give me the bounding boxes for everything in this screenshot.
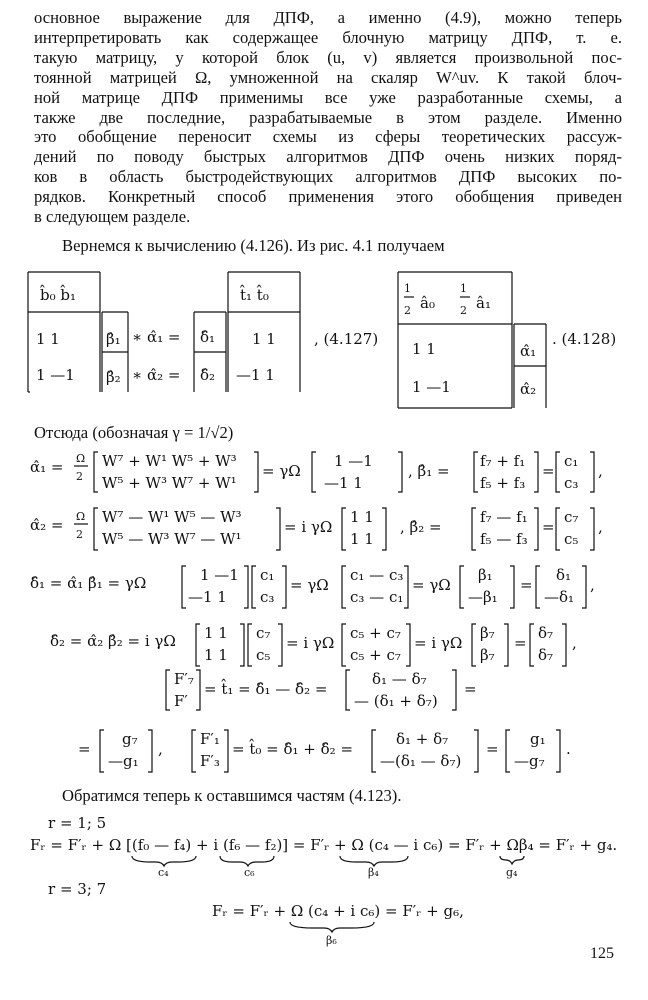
delta2-d2: c₅ + c₇: [350, 646, 401, 664]
minus-g1: —g₁: [108, 752, 139, 770]
alpha-1-product: ∗ α̂₁ =: [132, 328, 181, 346]
c1: c₁: [564, 452, 579, 470]
beta1-r2: f₅ + f₃: [480, 474, 526, 492]
delta1-eq: δ̂₁ = α̂₁ β̂₁ = γΩ: [30, 574, 147, 592]
comma: ,: [598, 462, 603, 480]
delta1-gamma2: = γΩ: [412, 576, 451, 594]
b-row-1: 1 1: [36, 330, 60, 348]
delta1-gamma: = γΩ: [290, 576, 329, 594]
text-line: такую матрицу, у которой блок (u, v) является произвольной пос-: [34, 47, 622, 67]
eq-sign: =: [542, 462, 555, 480]
page-number: 125: [590, 945, 614, 962]
a1-hat: â₁: [476, 294, 491, 312]
delta-1: δ̂₁: [200, 328, 216, 346]
eq-sign-4: =: [514, 634, 527, 652]
remaining-parts-equations: [0, 812, 648, 952]
t-row-2: —1 1: [236, 366, 275, 384]
beta2-lhs: , β̂₂ =: [400, 518, 442, 536]
delta1-d1: c₁ — c₃: [350, 566, 404, 584]
alpha1-row2: W⁵ + W³ W⁷ + W¹: [102, 474, 237, 492]
text-line: рядков. Конкретный способ применения этого обобщения приведен: [34, 187, 622, 207]
eq-alpha1-lhs: α̂₁ =: [30, 458, 64, 476]
equation-number-127: , (4.127): [314, 330, 379, 348]
beta1-lhs: , β̂₁ =: [408, 462, 450, 480]
alpha1-hat: α̂₁: [520, 342, 537, 360]
comma-2: ,: [598, 518, 603, 536]
a-row-1: 1 1: [412, 340, 436, 358]
alpha1-gamma: = γΩ: [262, 462, 301, 480]
beta1-r1: f₇ + f₁: [480, 452, 526, 470]
minus-g7: —g₇: [514, 752, 545, 770]
omega-over-2-den-2: 2: [76, 528, 83, 541]
F3-prime: F′₃: [200, 752, 220, 770]
c5: c₅: [564, 530, 579, 548]
omega-over-2-num-2: Ω: [76, 510, 86, 523]
period: .: [566, 740, 571, 758]
delta1-m1: 1 —1: [200, 566, 239, 584]
delta2-c1: c₇: [256, 624, 271, 642]
paragraph-return: Вернемся к вычислению (4.126). Из рис. 4.1 получаем: [62, 236, 445, 255]
alpha1-m-r2: —1 1: [324, 474, 363, 492]
alpha2-hat: α̂₂: [520, 380, 537, 398]
alpha2-row2: W⁵ — W³ W⁷ — W¹: [102, 530, 242, 548]
alpha-2-product: ∗ α̂₂ =: [132, 366, 181, 384]
beta-1: β̂₁: [106, 330, 121, 348]
alpha2-m-r1: 1 1: [350, 508, 374, 526]
text-line: тоянной матрицей Ω, умноженной на скаляр W^uv. К такой блоч-: [34, 67, 622, 87]
delta2-d1: c₅ + c₇: [350, 624, 401, 642]
delta1-d2: c₃ — c₁: [350, 588, 404, 606]
c7: c₇: [564, 508, 579, 526]
b-header: b̂₀ b̂₁: [40, 286, 76, 304]
a-row-2: 1 —1: [412, 378, 451, 396]
delta1-c1: c₁: [260, 566, 275, 584]
omega-over-2-den: 2: [76, 470, 83, 483]
comma-4: ,: [572, 634, 577, 652]
t-row-1: 1 1: [252, 330, 276, 348]
c4-label: c₄: [158, 866, 169, 879]
text-line: это обобщение переносит схемы из сферы теоретических рассуж-: [34, 127, 622, 147]
c3: c₃: [564, 474, 579, 492]
g1: g₁: [530, 730, 546, 748]
text-line: основное выражение для ДПФ, а именно (4.9), можно теперь: [34, 8, 622, 27]
delta2-b1: β₇: [480, 624, 495, 642]
alpha2-m-r2: 1 1: [350, 530, 374, 548]
delta2-m1: 1 1: [204, 624, 228, 642]
equation-number-128: . (4.128): [552, 330, 617, 348]
r-case-2: r = 3; 7: [48, 880, 107, 898]
delta2-b2: β₇: [480, 646, 495, 664]
alpha2-gamma: = i γΩ: [284, 518, 333, 536]
alpha1-m-r1: 1 —1: [334, 452, 373, 470]
delta1-c3: c₃: [260, 588, 275, 606]
omega-over-2-num: Ω: [76, 452, 86, 465]
Fr-eq-2: Fᵣ = F′ᵣ + Ω (c₄ + i c₆) = F′ᵣ + g₆,: [212, 902, 464, 920]
delta2-r2: δ₇: [538, 646, 554, 664]
g7: g₇: [122, 730, 138, 748]
half-a0-num: 1: [404, 282, 411, 295]
beta2-r1: f₇ — f₁: [480, 508, 528, 526]
c6-label: c₆: [244, 866, 255, 879]
r-case-1: r = 1; 5: [48, 814, 107, 832]
t0-r1: δ₁ + δ₇: [396, 730, 449, 748]
delta2-gamma: = i γΩ: [286, 634, 335, 652]
eq-sign-2: =: [542, 518, 555, 536]
t-header: t̂₁ t̂₀: [240, 286, 269, 304]
denoting-gamma: Отсюда (обозначая γ = 1/√2): [34, 423, 234, 442]
delta1-b1: β₁: [478, 566, 493, 584]
eq-sign-7: =: [486, 740, 499, 758]
delta2-c2: c₅: [256, 646, 271, 664]
g4-label: g₄: [506, 866, 518, 879]
paragraph-intro: [34, 8, 622, 227]
F7-prime: F′₇: [174, 670, 194, 688]
text-line: в следующем разделе.: [34, 207, 191, 227]
delta1-b2: —β₁: [468, 588, 498, 606]
delta2-m2: 1 1: [204, 646, 228, 664]
delta2-gamma2: = i γΩ: [414, 634, 463, 652]
eq-sign-3: =: [520, 576, 533, 594]
half-a1-den: 2: [460, 304, 467, 317]
eq-sign-5: =: [464, 680, 477, 698]
paragraph-turn: Обратимся теперь к оставшимся частям (4.123).: [62, 786, 402, 805]
eq-alpha2-lhs: α̂₂ =: [30, 516, 64, 534]
half-a1-num: 1: [460, 282, 467, 295]
beta2-r2: f₅ — f₃: [480, 530, 528, 548]
text-line: ной матрице ДПФ применимы все уже разработанные схемы, а: [34, 87, 622, 107]
beta6-label: β₆: [326, 934, 337, 947]
derivation-equations: [0, 448, 648, 788]
t1-r1: δ₁ — δ₇: [372, 670, 427, 688]
F1-prime: F′₁: [200, 730, 220, 748]
F-prime: F′: [174, 692, 188, 710]
text-line: ков в область быстродействующих алгоритмов ДПФ высоких по-: [34, 167, 622, 187]
text-line: также две последние, разрабатываемые в этом разделе. Именно: [34, 107, 622, 127]
delta1-r2: —δ₁: [544, 588, 575, 606]
block-matrix-equations: [0, 262, 648, 412]
beta4-label: β₄: [368, 866, 379, 879]
text-line: интерпретировать как содержащее блочную матрицу ДПФ, т. е.: [34, 27, 622, 47]
b-row-2: 1 —1: [36, 366, 75, 384]
t0-eq: = t̂₀ = δ̂₁ + δ̂₂ =: [232, 740, 354, 758]
comma-5: ,: [158, 740, 163, 758]
alpha1-row1: W⁷ + W¹ W⁵ + W³: [102, 452, 237, 470]
a0-hat: â₀: [420, 294, 435, 312]
t1-r2: — (δ₁ + δ₇): [354, 692, 438, 710]
Fr-eq-1: Fᵣ = F′ᵣ + Ω [(f₀ — f₄) + i (f₆ — f₂)] = F′ᵣ + Ω (c₄ — i c₆) = F′ᵣ + Ωβ₄ = F′ᵣ + g₄.: [30, 836, 618, 854]
t0-r2: —(δ₁ — δ₇): [380, 752, 462, 770]
alpha2-row1: W⁷ — W¹ W⁵ — W³: [102, 508, 242, 526]
t1-eq: = t̂₁ = δ̂₁ — δ̂₂ =: [204, 680, 328, 698]
half-a0-den: 2: [404, 304, 411, 317]
delta1-r1: δ₁: [556, 566, 572, 584]
delta2-eq: δ̂₂ = α̂₂ β̂₂ = i γΩ: [50, 632, 176, 650]
comma-3: ,: [590, 576, 595, 594]
delta-2: δ̂₂: [200, 366, 216, 384]
delta1-m2: —1 1: [188, 588, 227, 606]
delta2-r1: δ₇: [538, 624, 554, 642]
eq-sign-6: =: [78, 740, 91, 758]
text-line: дений по поводу быстрых алгоритмов ДПФ очень низких поряд-: [34, 147, 622, 167]
beta-2: β̂₂: [106, 368, 121, 386]
